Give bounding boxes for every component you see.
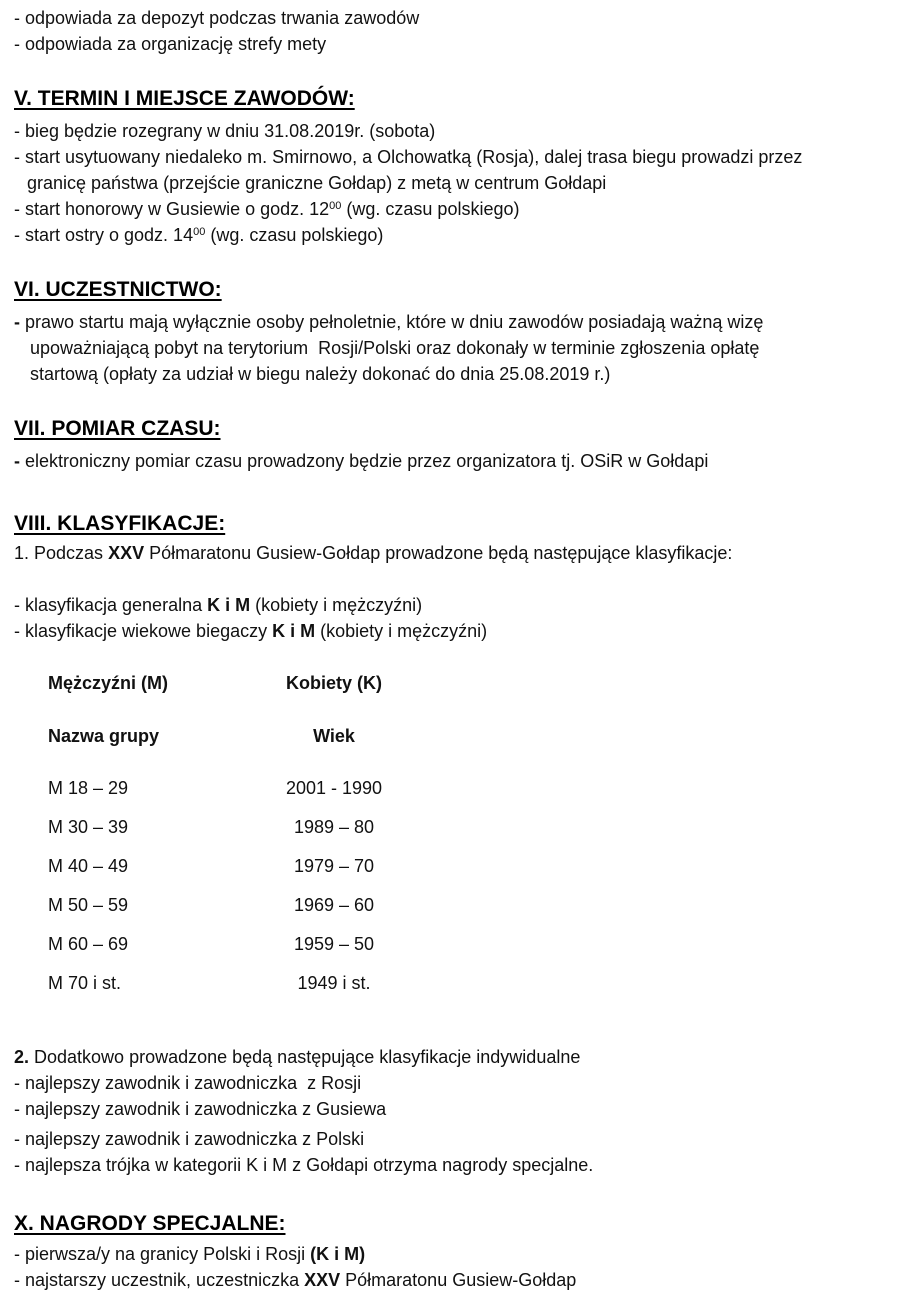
women-column-header: Kobiety (K) <box>286 673 382 693</box>
border-first-text: - pierwsza/y na granicy Polski i Rosji <box>14 1244 311 1264</box>
eligibility-text-line1: prawo startu mają wyłącznie osoby pełnoletnie, które w dniu zawodów posiadają ważną wizę <box>20 312 764 332</box>
oldest-participant-bullet <box>14 1267 886 1293</box>
section-viii-heading: VIII. KLASYFIKACJE: <box>14 512 226 535</box>
oldest-participant-xxv-bold: XXV <box>304 1270 341 1290</box>
item2-intro <box>14 1044 886 1070</box>
group-cell: M 60 – 69 <box>48 934 129 954</box>
years-cell: 1989 – 80 <box>293 817 375 837</box>
section-vii-bullet-timing <box>14 448 886 474</box>
item2-number-bold: 2. <box>14 1047 30 1067</box>
section-viii-item1 <box>14 540 886 566</box>
table-row <box>14 892 886 918</box>
section-vii-heading: VII. POMIAR CZASU: <box>14 417 221 440</box>
best-poland-bullet: - najlepszy zawodnik i zawodniczka z Polski <box>14 1129 365 1149</box>
years-cell: 1969 – 60 <box>293 895 375 915</box>
section-vi-heading: VI. UCZESTNICTWO: <box>14 278 222 301</box>
section-v-heading: V. TERMIN I MIEJSCE ZAWODÓW: <box>14 87 355 110</box>
age-categories-table <box>14 670 886 996</box>
section-vi-bullet-eligibility <box>14 309 886 335</box>
group-cell: M 18 – 29 <box>48 778 129 798</box>
sharp-start-text: - start ostry o godz. 14 <box>14 225 194 245</box>
age-header: Wiek <box>313 726 355 746</box>
item1-xxv-bold: XXV <box>108 543 145 563</box>
group-cell: M 40 – 49 <box>48 856 129 876</box>
general-kim-bold: K i M <box>207 595 251 615</box>
classification-general-bullet <box>14 592 886 618</box>
section-v-bullet-sharp-start <box>14 222 886 248</box>
sharp-start-minutes-superscript: 00 <box>193 226 206 238</box>
oldest-participant-post: Półmaratonu Gusiew-Gołdap <box>340 1270 577 1290</box>
years-cell: 1979 – 70 <box>293 856 375 876</box>
section-v-bullet-honorary-start <box>14 196 886 222</box>
best-goldap-trio-bullet: - najlepsza trójka w kategorii K i M z Gołdapi otrzyma nagrody specjalne. <box>14 1155 594 1175</box>
section-v-bullet-start-location: - start usytuowany niedaleko m. Smirnowo, a Olchowatką (Rosja), dalej trasa biegu prowadzi przez <box>14 147 803 167</box>
group-cell: M 50 – 59 <box>48 895 129 915</box>
men-column-header: Mężczyźni (M) <box>48 673 169 693</box>
age-pre: - klasyfikacje wiekowe biegaczy <box>14 621 273 641</box>
timing-text: elektroniczny pomiar czasu prowadzony będzie przez organizatora tj. OSiR w Gołdapi <box>20 451 709 471</box>
table-row <box>14 970 886 996</box>
section-v-bullet-start-location-cont: granicę państwa (przejście graniczne Gołdap) z metą w centrum Gołdapi <box>27 173 607 193</box>
bold-dash: - <box>14 312 20 332</box>
section-v-bullet-date: - bieg będzie rozegrany w dniu 31.08.2019r. (sobota) <box>14 121 436 141</box>
group-cell: M 30 – 39 <box>48 817 129 837</box>
table-row <box>14 814 886 840</box>
table-subheader-row <box>14 723 886 750</box>
group-name-header: Nazwa grupy <box>48 726 160 746</box>
honorary-start-text: - start honorowy w Gusiewie o godz. 12 <box>14 199 330 219</box>
best-russia-bullet: - najlepszy zawodnik i zawodniczka z Rosji <box>14 1073 362 1093</box>
border-first-kim-bold: (K i M) <box>310 1244 366 1264</box>
classification-bullets <box>14 592 886 644</box>
years-cell: 2001 - 1990 <box>285 778 383 798</box>
item1-text-pre: 1. Podczas <box>14 543 109 563</box>
border-first-bullet <box>14 1241 886 1267</box>
bold-dash: - <box>14 451 20 471</box>
oldest-participant-text: - najstarszy uczestnik, uczestniczka <box>14 1270 305 1290</box>
section-vi-eligibility-cont1: upoważniającą pobyt na terytorium Rosji/Polski oraz dokonały w terminie zgłoszenia opłatę <box>30 338 760 358</box>
general-pre: - klasyfikacja generalna <box>14 595 208 615</box>
intro-bullet-meta: - odpowiada za organizację strefy mety <box>14 34 327 54</box>
honorary-start-timezone: (wg. czasu polskiego) <box>341 199 520 219</box>
table-header-row <box>14 670 886 697</box>
item1-text-post: Półmaratonu Gusiew-Gołdap prowadzone będą następujące klasyfikacje: <box>144 543 733 563</box>
section-x-heading: X. NAGRODY SPECJALNE: <box>14 1212 286 1235</box>
sharp-start-timezone: (wg. czasu polskiego) <box>205 225 384 245</box>
classification-age-bullet <box>14 618 886 644</box>
best-gusiew-bullet: - najlepszy zawodnik i zawodniczka z Gusiewa <box>14 1099 387 1119</box>
item2-intro-text: Dodatkowo prowadzone będą następujące klasyfikacje indywidualne <box>29 1047 581 1067</box>
table-row <box>14 931 886 957</box>
individual-classifications <box>14 1044 886 1178</box>
intro-bullet-depozyt: - odpowiada za depozyt podczas trwania zawodów <box>14 8 420 28</box>
section-vi-eligibility-cont2: startową (opłaty za udział w biegu należy dokonać do dnia 25.08.2019 r.) <box>30 364 611 384</box>
group-cell: M 70 i st. <box>48 973 122 993</box>
years-cell: 1949 i st. <box>297 973 371 993</box>
general-post: (kobiety i mężczyźni) <box>250 595 423 615</box>
years-cell: 1959 – 50 <box>293 934 375 954</box>
table-row <box>14 853 886 879</box>
table-row <box>14 775 886 801</box>
age-kim-bold: K i M <box>272 621 316 641</box>
honorary-start-minutes-superscript: 00 <box>329 200 342 212</box>
age-post: (kobiety i mężczyźni) <box>315 621 488 641</box>
